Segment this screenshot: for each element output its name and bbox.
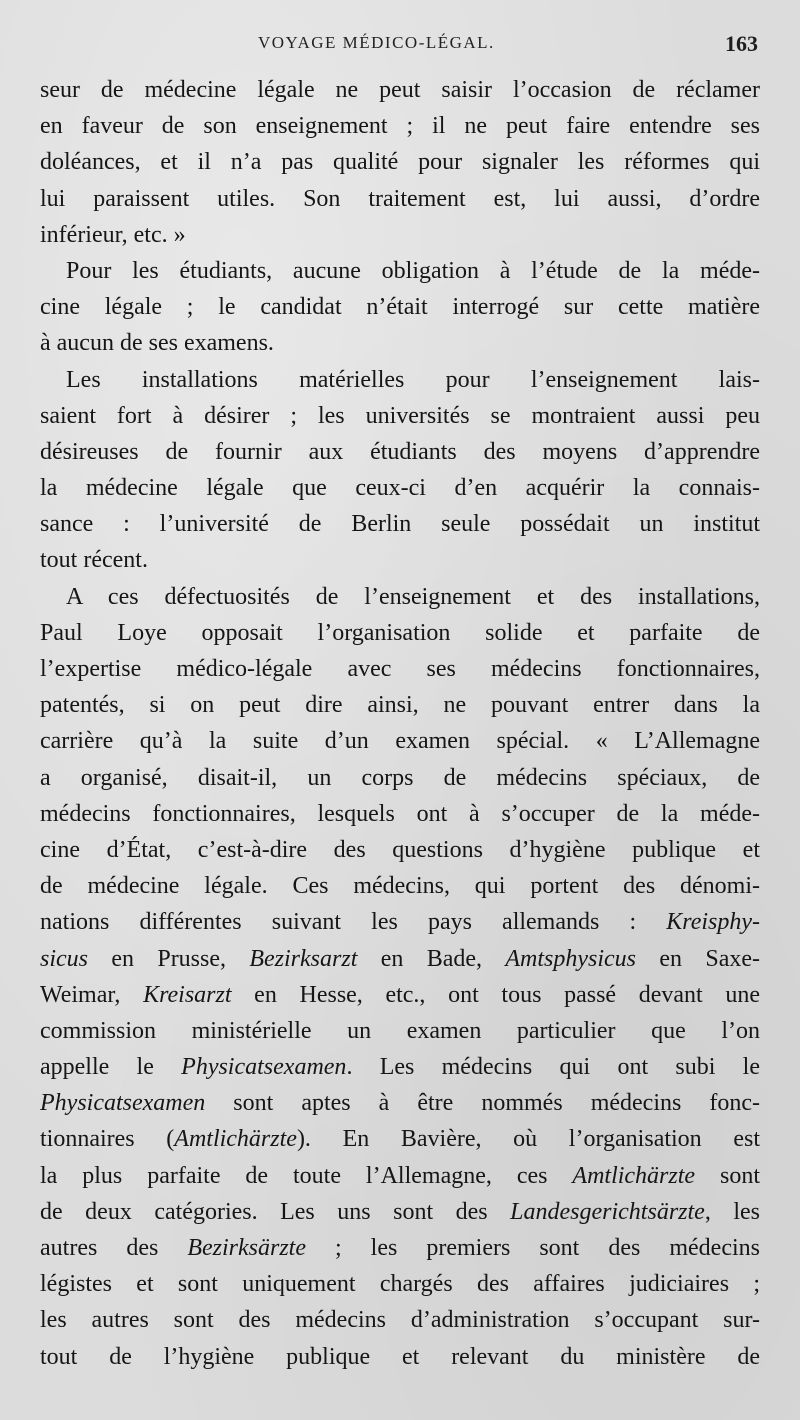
text-line xyxy=(40,904,760,940)
text-run: commission ministérielle un examen particulier que l’on xyxy=(40,1017,760,1044)
text-run: ; les premiers sont des médecins xyxy=(305,1235,760,1261)
text-run: cine d’État, c’est-à-dire des questions d’hygiène publique et xyxy=(40,836,760,863)
text-run: tionnaires ( xyxy=(40,1126,175,1153)
text-line xyxy=(40,941,760,977)
text-run: Paul Loye opposait l’organisation solide et parfaite de xyxy=(40,619,760,646)
text-line xyxy=(40,325,760,361)
text-run: carrière qu’à la suite d’un examen spécial. « L’Allemagne xyxy=(40,728,760,755)
text-run: en Hesse, etc., ont tous passé devant une xyxy=(231,981,760,1008)
italic-term: Bezirksarzt xyxy=(249,945,358,972)
text-run: cine légale ; le candidat n’était interrogé sur cette matière xyxy=(40,294,760,321)
text-run: l’expertise médico-légale avec ses médecins fonctionnaires, xyxy=(40,656,760,682)
italic-term: Amtlichärzte xyxy=(572,1162,696,1189)
text-line xyxy=(40,977,760,1013)
text-run: appelle le xyxy=(40,1054,182,1081)
text-line xyxy=(40,289,760,325)
text-line xyxy=(40,1230,760,1266)
italic-term: sicus xyxy=(40,945,88,972)
text-run: sont xyxy=(695,1162,761,1189)
italic-term: Physicatsexamen xyxy=(181,1054,347,1081)
text-line xyxy=(40,687,760,723)
text-run: en Bade, xyxy=(357,945,506,972)
text-run: autres des xyxy=(40,1235,188,1261)
text-run: la médecine légale que ceux-ci d’en acquérir la connais- xyxy=(40,475,760,502)
text-line xyxy=(40,1049,760,1085)
text-line xyxy=(40,362,760,398)
text-line xyxy=(40,760,760,796)
text-line xyxy=(40,253,760,289)
text-line xyxy=(40,542,760,578)
text-run: seur de médecine légale ne peut saisir l’occasion de réclamer xyxy=(40,77,760,103)
text-run: ). En Bavière, où l’organisation est xyxy=(296,1126,760,1153)
italic-term: Kreisarzt xyxy=(143,981,232,1008)
text-run: nations différentes suivant les pays allemands : xyxy=(40,909,667,936)
text-run: médecins fonctionnaires, lesquels ont à s’occuper de la méde- xyxy=(40,800,760,827)
text-line xyxy=(40,651,760,687)
text-line xyxy=(40,506,760,542)
text-run: sont aptes à être nommés médecins fonc- xyxy=(205,1090,760,1117)
text-line xyxy=(40,1266,760,1302)
body-text xyxy=(40,72,760,1375)
text-line xyxy=(40,72,760,108)
text-line xyxy=(40,144,760,180)
text-line xyxy=(40,1121,760,1157)
text-run: les autres sont des médecins d’administration s’occupant sur- xyxy=(40,1307,760,1334)
text-run: A ces défectuosités de l’enseignement et des installations, xyxy=(66,583,760,610)
text-run: de médecine légale. Ces médecins, qui portent des dénomi- xyxy=(40,873,760,900)
text-run: sance : l’université de Berlin seule possédait un institut xyxy=(40,511,760,538)
text-run: en faveur de son enseignement ; il ne peut faire entendre ses xyxy=(40,113,760,140)
running-head xyxy=(0,33,800,63)
text-line xyxy=(40,217,760,253)
text-run: la plus parfaite de toute l’Allemagne, ces xyxy=(40,1162,573,1189)
italic-term: Amtlichärzte xyxy=(174,1126,297,1153)
text-run: lui paraissent utiles. Son traitement est, lui aussi, d’ordre xyxy=(40,185,760,212)
text-run: de deux catégories. Les uns sont des xyxy=(40,1198,511,1225)
italic-term: Landesgerichtsärzte xyxy=(510,1198,705,1225)
text-line xyxy=(40,108,760,144)
text-run: doléances, et il n’a pas qualité pour signaler les réformes qui xyxy=(40,149,760,176)
text-run: en Saxe- xyxy=(636,945,760,972)
text-run: en Prusse, xyxy=(88,945,250,972)
text-run: inférieur, etc. » xyxy=(40,221,186,248)
italic-term: Amtsphysicus xyxy=(505,945,637,972)
text-line xyxy=(40,723,760,759)
page-number: 163 xyxy=(725,31,758,56)
text-line xyxy=(40,1194,760,1230)
text-run: légistes et sont uniquement chargés des affaires judiciaires ; xyxy=(40,1271,760,1298)
text-run: , les xyxy=(704,1198,760,1225)
text-run: tout de l’hygiène publique et relevant du ministère de xyxy=(40,1343,760,1370)
text-run: patentés, si on peut dire ainsi, ne pouvant entrer dans la xyxy=(40,692,760,719)
text-run: désireuses de fournir aux étudiants des moyens d’apprendre xyxy=(40,438,760,465)
text-line xyxy=(40,832,760,868)
text-line xyxy=(40,796,760,832)
text-run: a organisé, disait-il, un corps de médecins spéciaux, de xyxy=(40,764,760,791)
text-line xyxy=(40,615,760,651)
text-run: Pour les étudiants, aucune obligation à l’étude de la méde- xyxy=(66,257,760,284)
text-line xyxy=(40,1085,760,1121)
text-line xyxy=(40,579,760,615)
italic-term: Bezirksärzte xyxy=(187,1235,306,1261)
text-run: saient fort à désirer ; les universités se montraient aussi peu xyxy=(40,402,760,429)
text-line xyxy=(40,1302,760,1338)
text-run: Weimar, xyxy=(40,981,144,1008)
text-run: . Les médecins qui ont subi le xyxy=(346,1054,760,1081)
text-line xyxy=(40,1158,760,1194)
text-line xyxy=(40,1013,760,1049)
text-line xyxy=(40,434,760,470)
text-line xyxy=(40,1339,760,1375)
text-line xyxy=(40,181,760,217)
text-run: tout récent. xyxy=(40,547,148,574)
text-line xyxy=(40,868,760,904)
running-title: VOYAGE MÉDICO-LÉGAL. xyxy=(258,33,495,52)
text-line xyxy=(40,470,760,506)
text-line xyxy=(40,398,760,434)
italic-term: Kreisphy- xyxy=(666,909,760,936)
text-run: à aucun de ses examens. xyxy=(40,330,274,357)
text-run: Les installations matérielles pour l’enseignement lais- xyxy=(66,366,760,393)
italic-term: Physicatsexamen xyxy=(40,1090,206,1117)
